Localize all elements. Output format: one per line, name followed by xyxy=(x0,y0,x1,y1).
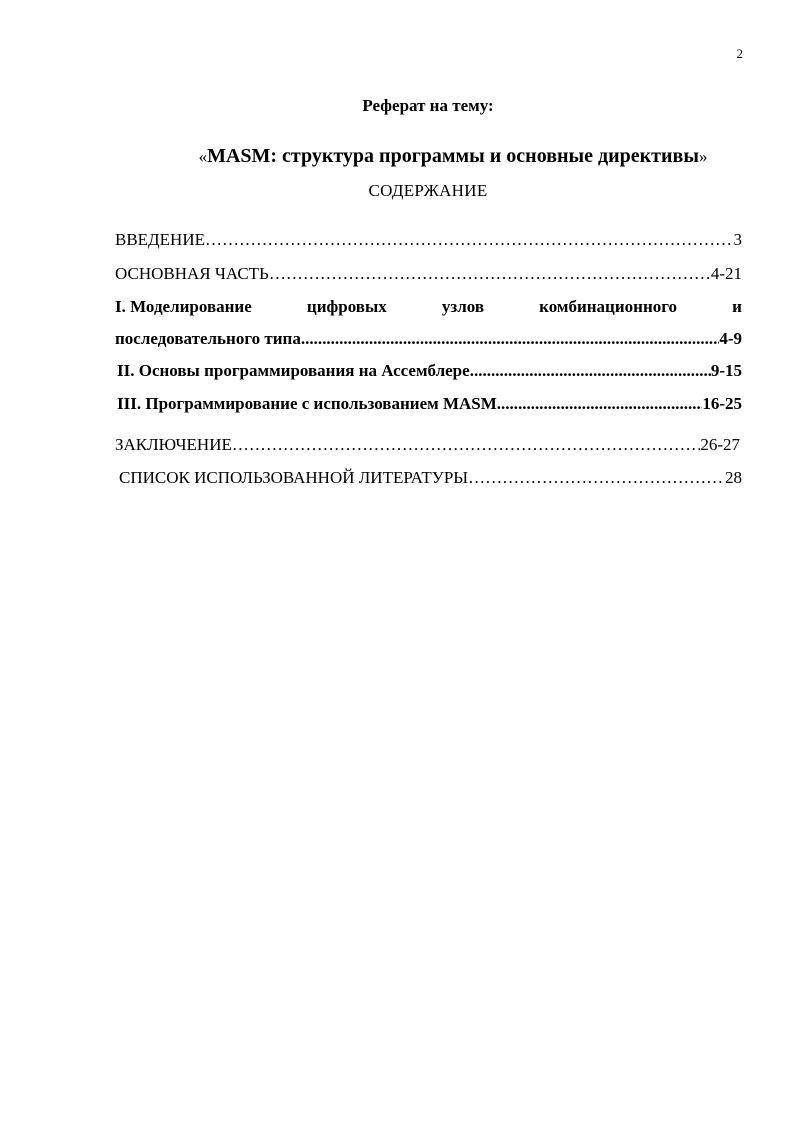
toc-leader xyxy=(301,329,720,349)
toc-leader xyxy=(470,361,711,381)
document-subtitle: Реферат на тему: xyxy=(362,96,494,115)
contents-heading: СОДЕРЖАНИЕ xyxy=(368,181,488,200)
toc-item-page: 4-21 xyxy=(710,264,742,283)
title-text: MASM: структура программы и основные директивы xyxy=(207,145,699,167)
page-number: 2 xyxy=(736,46,743,61)
title-close-quote: » xyxy=(698,147,708,166)
toc-item-page: 26-27 xyxy=(700,435,740,454)
toc-item-page: 3 xyxy=(733,230,742,249)
toc-item-chapter-1-line-2 xyxy=(115,329,742,349)
toc-item-label: ВВЕДЕНИЕ xyxy=(115,230,205,249)
toc-item-conclusion xyxy=(115,435,740,455)
toc-word: I. Моделирование xyxy=(115,297,252,316)
toc-item-chapter-2 xyxy=(117,361,742,381)
toc-item-label: ОСНОВНАЯ ЧАСТЬ xyxy=(115,264,269,283)
toc-item-label: ЗАКЛЮЧЕНИЕ xyxy=(115,435,232,454)
toc-word: комбинационного xyxy=(539,297,678,316)
toc-item-page: 4-9 xyxy=(719,329,742,348)
document-title xyxy=(0,145,800,168)
toc-item-page: 28 xyxy=(725,468,742,487)
toc-word: цифровых xyxy=(306,297,387,316)
toc-item-label: СПИСОК ИСПОЛЬЗОВАННОЙ ЛИТЕРАТУРЫ xyxy=(119,468,469,487)
toc-item-label: последовательного типа xyxy=(115,329,301,348)
toc-item-label: III. Программирование с использованием MASM xyxy=(117,394,497,413)
toc-item-chapter-1-line-1 xyxy=(115,297,742,317)
toc-leader xyxy=(497,394,703,414)
title-open-quote: « xyxy=(198,147,208,166)
toc-item-chapter-3 xyxy=(117,394,742,414)
toc-leader xyxy=(468,468,725,488)
toc-word: и xyxy=(732,297,742,316)
toc-item-page: 16-25 xyxy=(702,394,742,413)
toc-item-introduction xyxy=(115,230,742,250)
toc-word: узлов xyxy=(441,297,485,316)
toc-item-label: II. Основы программирования на Ассемблере xyxy=(117,361,470,380)
toc-leader xyxy=(232,435,700,455)
toc-leader xyxy=(269,264,711,284)
toc-item-main-part xyxy=(115,264,742,284)
toc-item-references xyxy=(119,468,742,488)
toc-leader xyxy=(205,230,734,250)
toc-item-page: 9-15 xyxy=(710,361,742,380)
